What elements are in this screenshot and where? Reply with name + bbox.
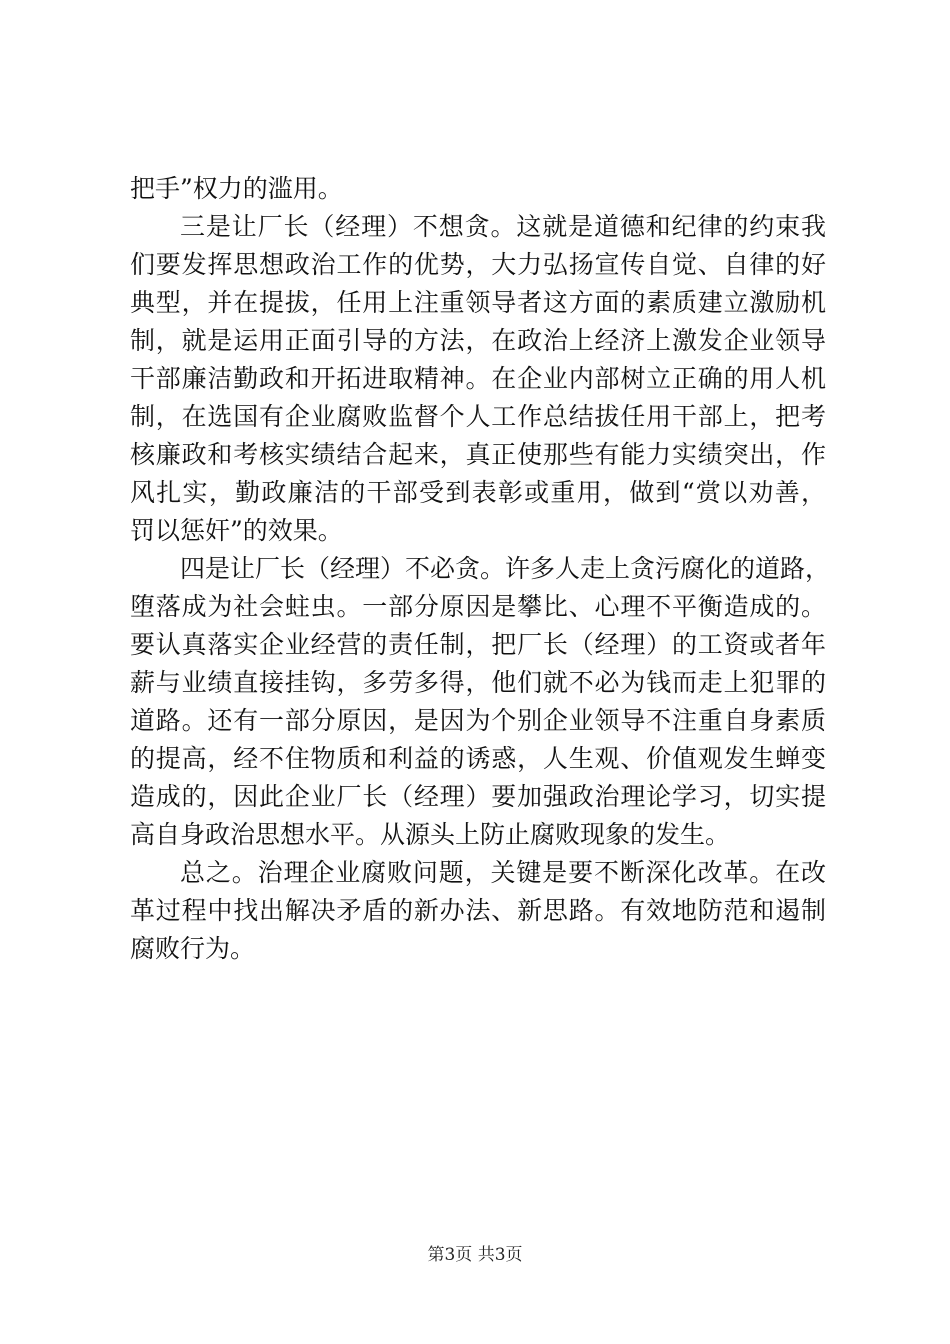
document-body (130, 170, 831, 968)
text-line: 道路。还有一部分原因，是因为个别企业领导不注重自身素质 (130, 706, 826, 735)
page-number-footer: 第3页 共3页 (427, 1245, 523, 1265)
text-line: 造成的，因此企业厂长（经理）要加强政治理论学习，切实提 (130, 782, 826, 811)
text-line: 的提高，经不住物质和利益的诱惑，人生观、价值观发生蝉变 (130, 744, 826, 773)
text-line: 把手”权力的滥用。 (130, 174, 343, 203)
text-line: 腐败行为。 (130, 934, 256, 963)
text-line: 核廉政和考核实绩结合起来，真正使那些有能力实绩突出，作 (130, 440, 826, 469)
paragraph-first-line: 总之。治理企业腐败问题，关键是要不断深化改革。在改 (180, 858, 826, 887)
text-line: 典型，并在提拔，任用上注重领导者这方面的素质建立激励机 (130, 288, 826, 317)
text-line: 风扎实，勤政廉洁的干部受到表彰或重用，做到“赏以劝善， (130, 478, 826, 507)
text-line: 们要发挥思想政治工作的优势，大力弘扬宣传自觉、自律的好 (130, 250, 826, 279)
text-line: 堕落成为社会蛀虫。一部分原因是攀比、心理不平衡造成的。 (130, 592, 826, 621)
text-line: 革过程中找出解决矛盾的新办法、新思路。有效地防范和遏制 (130, 896, 826, 925)
text-line: 制，就是运用正面引导的方法，在政治上经济上激发企业领导 (130, 326, 826, 355)
text-line: 制，在选国有企业腐败监督个人工作总结拔任用干部上，把考 (130, 402, 826, 431)
text-line: 高自身政治思想水平。从源头上防止腐败现象的发生。 (130, 820, 731, 849)
text-line: 要认真落实企业经营的责任制，把厂长（经理）的工资或者年 (130, 630, 826, 659)
text-line: 罚以惩奸”的效果。 (130, 516, 343, 545)
paragraph-first-line: 三是让厂长（经理）不想贪。这就是道德和纪律的约束我 (180, 212, 826, 241)
text-line: 干部廉洁勤政和开拓进取精神。在企业内部树立正确的用人机 (130, 364, 826, 393)
paragraph-first-line: 四是让厂长（经理）不必贪。许多人走上贪污腐化的道路， (180, 554, 831, 583)
text-line: 薪与业绩直接挂钩，多劳多得，他们就不必为钱而走上犯罪的 (130, 668, 826, 697)
